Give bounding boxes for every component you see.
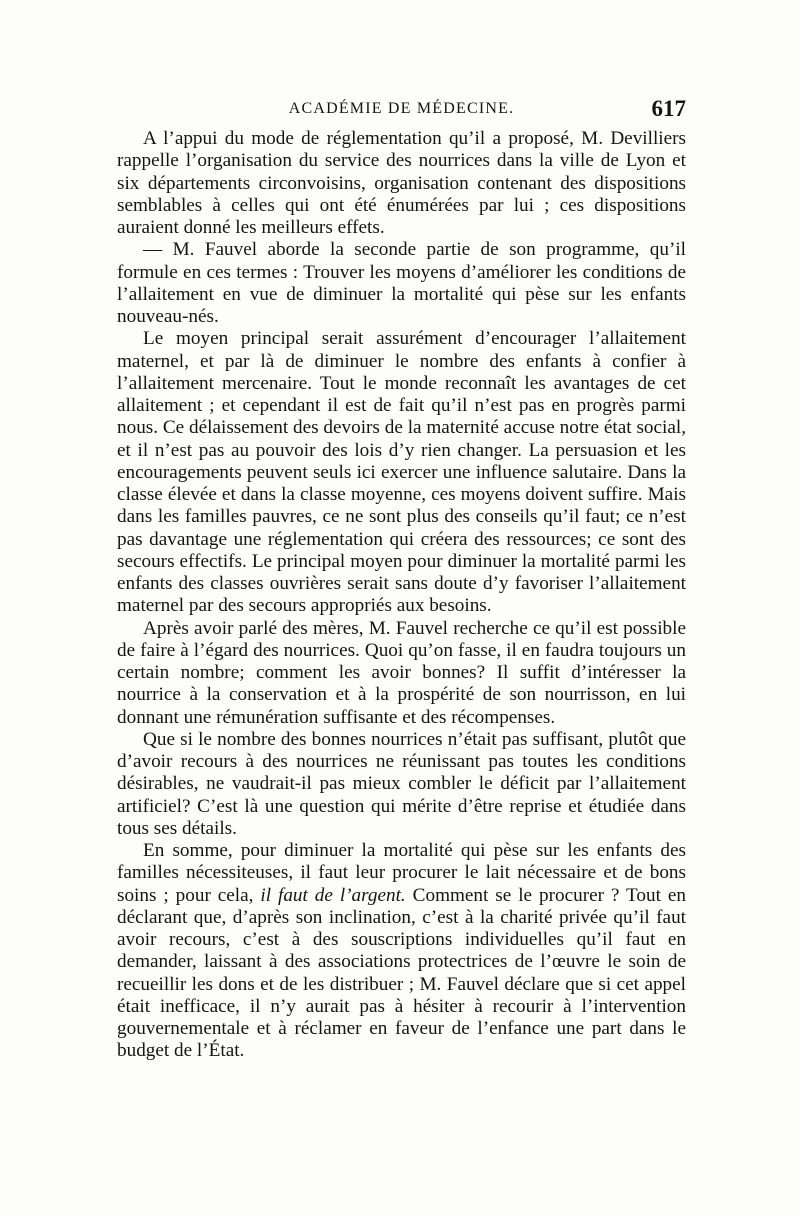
- page-number: 617: [651, 96, 686, 121]
- paragraph-nurses: Après avoir parlé des mères, M. Fauvel recherche ce qu’il est possible de faire à l’égard des nourrices. Quoi qu’on fasse, il en faudra toujours un certain nombre; comment les avoir bonnes? Il suffit d’intéresser la nourrice à la conservation et à la prospérité de son nourrisson, en lui donnant une rémunération suffisante et des récompenses.: [117, 617, 686, 728]
- paragraph-maternal-nursing: Le moyen principal serait assurément d’encourager l’allaitement maternel, et par là de diminuer le nombre des enfants à confier à l’allaitement mercenaire. Tout le monde reconnaît les avantages de cet allaitement ; et cependant il est de fait qu’il n’est pas en progrès parmi nous. Ce délaissement des devoirs de la maternité accuse notre état social, et il n’est pas au pouvoir des lois d’y rien changer. La persuasion et les encouragements peuvent seuls ici exercer une influence salutaire. Dans la classe élevée et dans la classe moyenne, ces moyens doivent suffire. Mais dans les familles pauvres, ce ne sont plus des conseils qu’il faut; ce n’est pas davantage une réglementation qui créera des ressources; ce sont des secours effectifs. Le principal moyen pour diminuer la mortalité parmi les enfants des classes ouvrières serait sans doute d’y favoriser l’allaitement maternel par des secours appropriés aux besoins.: [117, 328, 686, 617]
- running-head: [117, 96, 686, 126]
- paragraph-fauvel-program: — M. Fauvel aborde la seconde partie de son programme, qu’il formule en ces termes : Trouver les moyens d’améliorer les conditions de l’allaitement en vue de diminuer la mortalité qui pèse sur les enfants nouveau-nés.: [117, 239, 686, 327]
- funding-text-start: En somme, pour diminuer la mortalité qui pèse sur les enfants des familles nécessiteuses, il faut leur procurer le lait nécessaire et de bons soins ; pour cela,: [117, 840, 686, 906]
- paragraph-artificial-feeding: Que si le nombre des bonnes nourrices n’était pas suffisant, plutôt que d’avoir recours à des nourrices ne réunissant pas toutes les conditions désirables, ne vaudrait-il pas mieux combler le déficit par l’allaitement artificiel? C’est là une question qui mérite d’être reprise et étudiée dans tous ses détails.: [117, 728, 686, 839]
- body-text: [117, 128, 686, 1063]
- paragraph-funding: [117, 840, 686, 1063]
- show-through-text: [118, 1122, 688, 1152]
- paragraph-devilliers: A l’appui du mode de réglementation qu’il a proposé, M. Devilliers rappelle l’organisation du service des nourrices dans la ville de Lyon et six départements circonvoisins, organisation contenant des dispositions semblables à celles qui ont été énumérées par lui ; ces dispositions auraient donné les meilleurs effets.: [117, 128, 686, 238]
- funding-emphasis: il faut de l’argent.: [260, 884, 406, 906]
- running-title: ACADÉMIE DE MÉDECINE.: [288, 100, 515, 117]
- funding-text-end: Comment se le procurer ? Tout en déclarant que, d’après son inclination, c’est à la charité privée qu’il faut avoir recours, c’est à des souscriptions individuelles qu’il faut en demander, laissant à des associations protectrices de l’œuvre le soin de recueillir les dons et de les distribuer ; M. Fauvel déclare que si cet appel était inefficace, il n’y aurait pas à hésiter à recourir à l’intervention gouvernementale et à réclamer en faveur de l’enfance une part dans le budget de l’État.: [117, 884, 686, 1062]
